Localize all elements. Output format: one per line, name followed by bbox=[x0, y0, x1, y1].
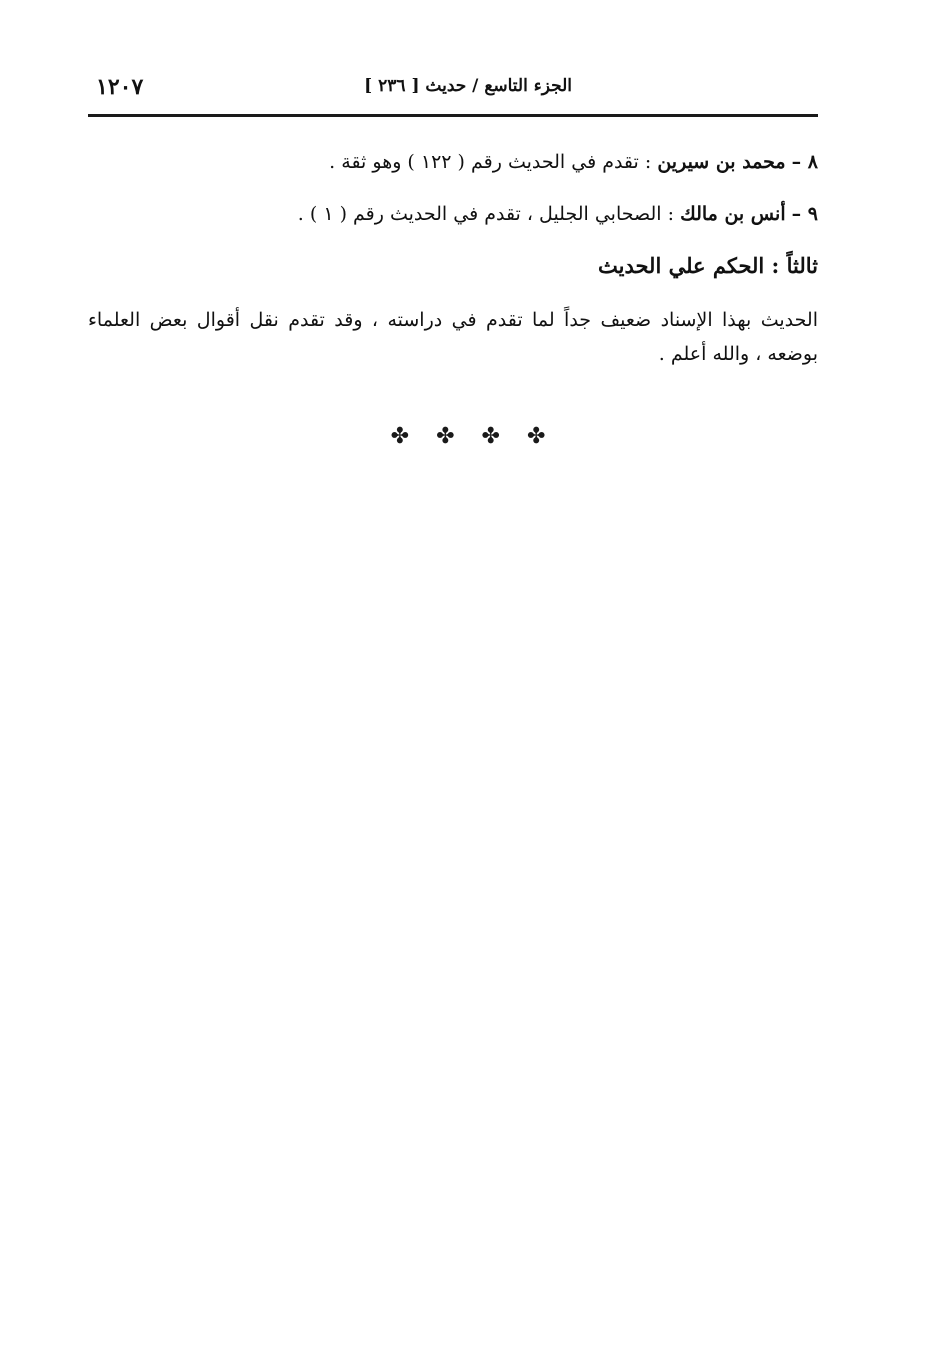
narrator-note: : تقدم في الحديث رقم ( ١٢٢ ) وهو ثقة . bbox=[329, 151, 652, 173]
ruling-paragraph: الحديث بهذا الإسناد ضعيف جداً لما تقدم في دراسته ، وقد تقدم نقل أقوال بعض العلماء بوضعه ، والله أعلم . bbox=[88, 309, 818, 365]
narrator-name: أنس بن مالك bbox=[680, 203, 786, 225]
page-content bbox=[88, 145, 818, 371]
narrator-name: محمد بن سيرين bbox=[657, 151, 786, 173]
narrator-index: ٩ – bbox=[791, 203, 818, 225]
narrator-index: ٨ – bbox=[791, 151, 818, 173]
narrator-note: : الصحابي الجليل ، تقدم في الحديث رقم ( ١ ) . bbox=[297, 203, 675, 225]
ornament-divider bbox=[0, 424, 946, 449]
ornament-flower-icon: ✤ bbox=[481, 424, 510, 449]
page-header bbox=[88, 70, 818, 117]
ornament-flower-icon: ✤ bbox=[390, 424, 420, 449]
running-title: الجزء التاسع / حديث [ ٢٣٦ ] bbox=[364, 76, 572, 96]
ornament-flower-icon: ✤ bbox=[526, 424, 556, 449]
section-heading: ثالثاً : الحكم علي الحديث bbox=[598, 253, 818, 278]
ornament-flower-icon: ✤ bbox=[436, 424, 465, 449]
narrator-entry-9 bbox=[88, 197, 818, 231]
narrator-entry-8 bbox=[88, 145, 818, 179]
page-number: ١٢٠٧ bbox=[96, 74, 144, 100]
